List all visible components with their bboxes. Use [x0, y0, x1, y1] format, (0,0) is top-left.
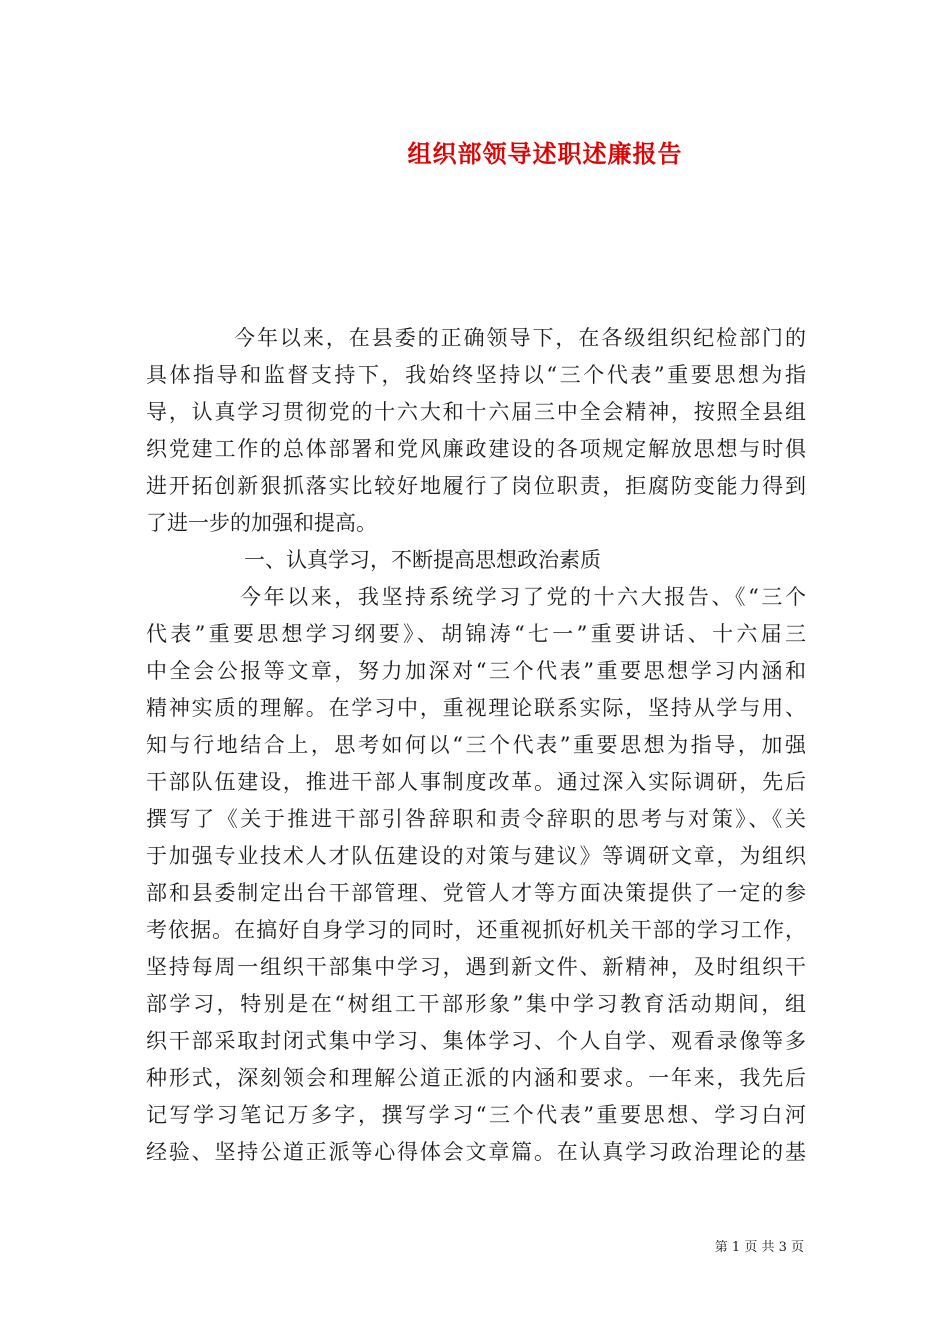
paragraph-line: 织干部采取封闭式集中学习、集体学习、个人自学、观看录像等多	[146, 1029, 806, 1053]
paragraph-line: 考依据。在搞好自身学习的同时，还重视抓好机关干部的学习工作，	[146, 918, 806, 942]
paragraph-line: 种形式，深刻领会和理解公道正派的内涵和要求。一年来，我先后	[146, 1066, 806, 1090]
paragraph-line: 干部队伍建设，推进干部人事制度改革。通过深入实际调研，先后	[146, 770, 806, 794]
paragraph-line: 导，认真学习贯彻党的十六大和十六届三中全会精神，按照全县组	[146, 400, 806, 424]
paragraph-line: 今年以来，我坚持系统学习了党的十六大报告、《“三个	[240, 585, 806, 609]
paragraph-line: 于加强专业技术人才队伍建设的对策与建议》等调研文章，为组织	[146, 844, 806, 868]
paragraph-line: 部和县委制定出台干部管理、党管人才等方面决策提供了一定的参	[146, 881, 806, 905]
paragraph-line: 中全会公报等文章，努力加深对“三个代表”重要思想学习内涵和	[146, 659, 806, 683]
paragraph-line: 知与行地结合上，思考如何以“三个代表”重要思想为指导，加强	[146, 733, 806, 757]
paragraph-line: 代表”重要思想学习纲要》、胡锦涛“七一”重要讲话、十六届三	[146, 622, 806, 646]
page-number: 第 1 页 共 3 页	[714, 1240, 804, 1255]
paragraph-line: 精神实质的理解。在学习中，重视理论联系实际，坚持从学与用、	[146, 696, 806, 720]
paragraph-line: 记写学习笔记万多字，撰写学习“三个代表”重要思想、学习白河	[146, 1103, 806, 1127]
paragraph-line: 今年以来，在县委的正确领导下，在各级组织纪检部门的	[234, 326, 806, 350]
paragraph-line: 坚持每周一组织干部集中学习，遇到新文件、新精神，及时组织干	[146, 955, 806, 979]
document-body	[146, 320, 806, 1171]
paragraph-line: 具体指导和监督支持下，我始终坚持以“三个代表”重要思想为指	[146, 363, 806, 387]
document-title: 组织部领导述职述廉报告	[407, 139, 683, 168]
paragraph-line: 部学习，特别是在“树组工干部形象”集中学习教育活动期间，组	[146, 992, 806, 1016]
paragraph-line: 撰写了《关于推进干部引咎辞职和责令辞职的思考与对策》、《关	[146, 807, 806, 831]
paragraph-line: 进开拓创新狠抓落实比较好地履行了岗位职责，拒腐防变能力得到	[146, 474, 806, 498]
section-heading: 一、认真学习，不断提高思想政治素质	[244, 548, 601, 572]
study-paragraph	[146, 579, 806, 1171]
paragraph-line: 织党建工作的总体部署和党风廉政建设的各项规定解放思想与时俱	[146, 437, 806, 461]
paragraph-line: 了进一步的加强和提高。	[146, 511, 377, 535]
intro-paragraph	[146, 320, 806, 542]
paragraph-line: 经验、坚持公道正派等心得体会文章篇。在认真学习政治理论的基	[146, 1140, 806, 1164]
